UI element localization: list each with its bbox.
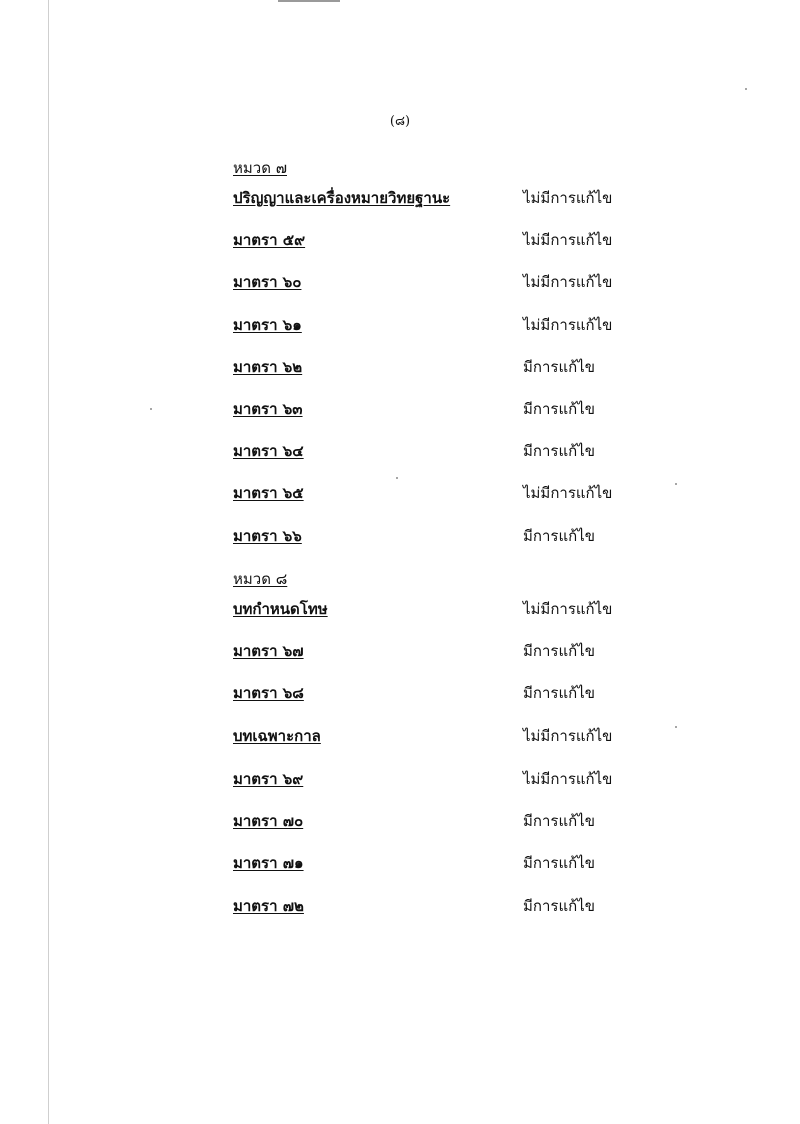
section-title: มาตรา ๖๒ (233, 358, 303, 376)
table-row (233, 270, 623, 292)
amendment-status: มีการแก้ไข (523, 812, 595, 830)
amendment-status: ไม่มีการแก้ไข (523, 484, 613, 502)
section-title: มาตรา ๖๐ (233, 273, 302, 291)
amendment-status: ไม่มีการแก้ไข (523, 273, 613, 291)
amendment-status: มีการแก้ไข (523, 442, 595, 460)
table-row (233, 639, 623, 661)
page-number: (๘) (389, 114, 411, 129)
scan-left-edge (48, 0, 49, 1124)
section-title: มาตรา ๖๕ (233, 484, 304, 502)
scan-speck (150, 408, 152, 410)
section-title: มาตรา ๕๙ (233, 231, 306, 249)
table-row (233, 809, 623, 831)
section-title: มาตรา ๖๗ (233, 642, 304, 660)
section-title: ปริญญาและเครื่องหมายวิทยฐานะ (233, 189, 451, 207)
section-title: มาตรา ๖๘ (233, 684, 304, 702)
chapter-7-label: หมวด ๗ (233, 159, 287, 177)
chapter-8-label: หมวด ๘ (233, 570, 288, 588)
scan-speck (675, 483, 677, 485)
table-row (233, 228, 623, 250)
amendment-status: มีการแก้ไข (523, 642, 595, 660)
table-row (233, 524, 623, 546)
table-row (233, 851, 623, 873)
table-row (233, 681, 623, 703)
section-title: บทเฉพาะกาล (233, 727, 321, 745)
table-row (233, 186, 623, 208)
amendment-status: ไม่มีการแก้ไข (523, 231, 613, 249)
section-title: มาตรา ๖๔ (233, 442, 304, 460)
table-row (233, 894, 623, 916)
table-row (233, 724, 623, 746)
table-row (233, 481, 623, 503)
amendment-status: มีการแก้ไข (523, 854, 595, 872)
section-title: มาตรา ๖๑ (233, 316, 302, 334)
table-row (233, 397, 623, 419)
amendment-status: ไม่มีการแก้ไข (523, 600, 613, 618)
scan-speck (745, 88, 747, 90)
section-title: มาตรา ๗๑ (233, 854, 304, 872)
table-row (233, 355, 623, 377)
section-title: มาตรา ๖๖ (233, 527, 302, 545)
amendment-status: ไม่มีการแก้ไข (523, 770, 613, 788)
table-row (233, 597, 623, 619)
amendment-status: มีการแก้ไข (523, 527, 595, 545)
scan-speck (675, 726, 677, 728)
amendment-status: ไม่มีการแก้ไข (523, 189, 613, 207)
section-title: มาตรา ๗๐ (233, 812, 304, 830)
section-title: มาตรา ๖๓ (233, 400, 303, 418)
amendment-status: ไม่มีการแก้ไข (523, 727, 613, 745)
table-row (233, 313, 623, 335)
section-title: บทกำหนดโทษ (233, 600, 328, 618)
amendment-status: มีการแก้ไข (523, 358, 595, 376)
scan-top-mark (278, 0, 340, 2)
amendment-status: มีการแก้ไข (523, 897, 595, 915)
table-row (233, 767, 623, 789)
section-title: มาตรา ๗๒ (233, 897, 304, 915)
amendment-status: ไม่มีการแก้ไข (523, 316, 613, 334)
scan-speck (396, 477, 398, 479)
amendment-status: มีการแก้ไข (523, 684, 595, 702)
table-row (233, 439, 623, 461)
section-title: มาตรา ๖๙ (233, 770, 304, 788)
amendment-status: มีการแก้ไข (523, 400, 595, 418)
